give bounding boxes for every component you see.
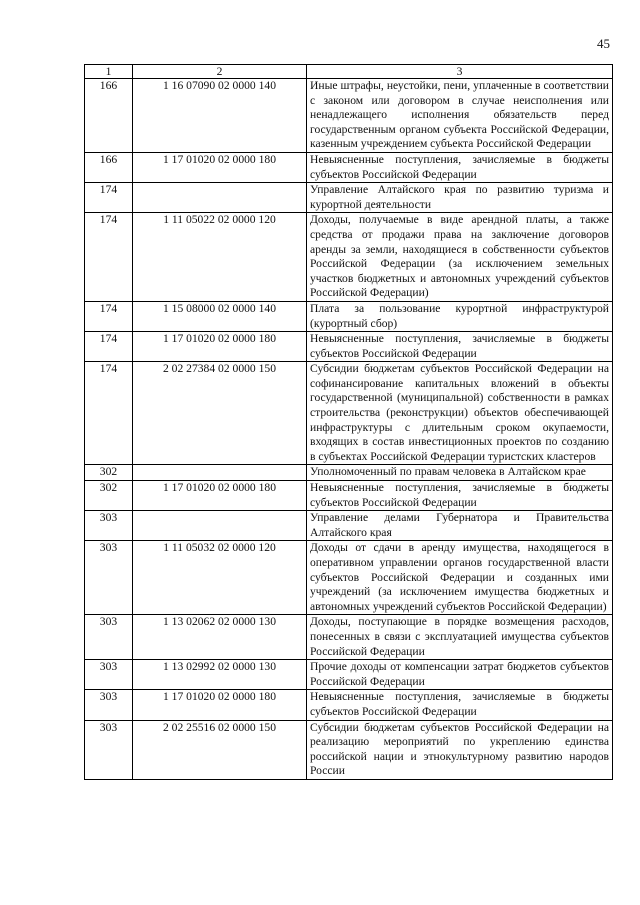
table-row: [85, 690, 613, 720]
admin-code-cell: 166: [85, 79, 133, 153]
admin-code-cell: 302: [85, 481, 133, 511]
income-name-cell: Невыясненные поступления, зачисляемые в бюджеты субъектов Российской Федерации: [307, 152, 613, 182]
admin-code-cell: 174: [85, 213, 133, 302]
table-row: [85, 152, 613, 182]
income-code-cell: 1 17 01020 02 0000 180: [133, 152, 307, 182]
income-name-cell: Невыясненные поступления, зачисляемые в бюджеты субъектов Российской Федерации: [307, 481, 613, 511]
admin-code-cell: 303: [85, 541, 133, 615]
income-name-cell: Управление делами Губернатора и Правительства Алтайского края: [307, 511, 613, 541]
income-code-cell: 2 02 25516 02 0000 150: [133, 720, 307, 779]
admin-code-cell: 303: [85, 720, 133, 779]
income-code-cell: 1 13 02062 02 0000 130: [133, 615, 307, 660]
income-code-cell: 1 17 01020 02 0000 180: [133, 481, 307, 511]
income-code-cell: [133, 183, 307, 213]
income-name-cell: Доходы от сдачи в аренду имущества, находящегося в оперативном управлении органов государственной власти субъектов Российской Федерации и созданных ими учреждений (за исключением имущества бюджетных и автономных учреждений субъектов Российской Федерации): [307, 541, 613, 615]
admin-code-cell: 174: [85, 183, 133, 213]
page-number: 45: [597, 36, 610, 51]
admin-code-cell: 174: [85, 301, 133, 331]
admin-code-cell: 303: [85, 690, 133, 720]
income-code-cell: [133, 465, 307, 481]
admin-code-cell: 302: [85, 465, 133, 481]
income-name-cell: Плата за пользование курортной инфраструктурой (курортный сбор): [307, 301, 613, 331]
income-name-cell: Невыясненные поступления, зачисляемые в бюджеты субъектов Российской Федерации: [307, 690, 613, 720]
table-row: [85, 332, 613, 362]
income-code-cell: 1 16 07090 02 0000 140: [133, 79, 307, 153]
table-row: [85, 481, 613, 511]
table-row: [85, 213, 613, 302]
income-code-cell: 1 15 08000 02 0000 140: [133, 301, 307, 331]
table-row: [85, 301, 613, 331]
income-name-cell: Субсидии бюджетам субъектов Российской Федерации на софинансирование капитальных вложений в объекты государственной (муниципальной) собственности в рамках строительства (реконструкции) объектов обеспечивающей инфраструктуры с длительным сроком окупаемости, входящих в состав инвестиционных проектов по созданию в субъектах Российской Федерации туристских кластеров: [307, 362, 613, 465]
admin-code-cell: 303: [85, 615, 133, 660]
header-col-1: 1: [85, 65, 133, 79]
table-row: [85, 660, 613, 690]
admin-code-cell: 303: [85, 511, 133, 541]
table-row: [85, 615, 613, 660]
table-row: [85, 183, 613, 213]
income-name-cell: Прочие доходы от компенсации затрат бюджетов субъектов Российской Федерации: [307, 660, 613, 690]
table-row: [85, 541, 613, 615]
income-code-cell: 1 17 01020 02 0000 180: [133, 690, 307, 720]
income-code-cell: 1 17 01020 02 0000 180: [133, 332, 307, 362]
header-row: [85, 65, 613, 79]
admin-code-cell: 174: [85, 362, 133, 465]
header-col-2: 2: [133, 65, 307, 79]
table-row: [85, 465, 613, 481]
admin-code-cell: 166: [85, 152, 133, 182]
income-name-cell: Субсидии бюджетам субъектов Российской Федерации на реализацию мероприятий по укреплению единства российской нации и этнокультурному развитию народов России: [307, 720, 613, 779]
income-code-cell: [133, 511, 307, 541]
income-name-cell: Уполномоченный по правам человека в Алтайском крае: [307, 465, 613, 481]
income-codes-table: [84, 64, 613, 780]
income-code-cell: 1 11 05032 02 0000 120: [133, 541, 307, 615]
table-row: [85, 362, 613, 465]
admin-code-cell: 303: [85, 660, 133, 690]
header-col-3: 3: [307, 65, 613, 79]
income-name-cell: Невыясненные поступления, зачисляемые в бюджеты субъектов Российской Федерации: [307, 332, 613, 362]
income-name-cell: Доходы, поступающие в порядке возмещения расходов, понесенных в связи с эксплуатацией имущества субъектов Российской Федерации: [307, 615, 613, 660]
table-row: [85, 720, 613, 779]
income-code-cell: 1 11 05022 02 0000 120: [133, 213, 307, 302]
table-row: [85, 79, 613, 153]
income-code-cell: 2 02 27384 02 0000 150: [133, 362, 307, 465]
income-name-cell: Иные штрафы, неустойки, пени, уплаченные в соответствии с законом или договором в случае неисполнения или ненадлежащего исполнения обязательств перед государственным органом субъекта Российской Федерации, казенным учреждением субъекта Российской Федерации: [307, 79, 613, 153]
income-name-cell: Доходы, получаемые в виде арендной платы, а также средства от продажи права на заключение договоров аренды за земли, находящиеся в собственности субъектов Российской Федерации (за исключением земельных участков бюджетных и автономных учреждений субъектов Российской Федерации): [307, 213, 613, 302]
table-row: [85, 511, 613, 541]
admin-code-cell: 174: [85, 332, 133, 362]
income-name-cell: Управление Алтайского края по развитию туризма и курортной деятельности: [307, 183, 613, 213]
income-code-cell: 1 13 02992 02 0000 130: [133, 660, 307, 690]
